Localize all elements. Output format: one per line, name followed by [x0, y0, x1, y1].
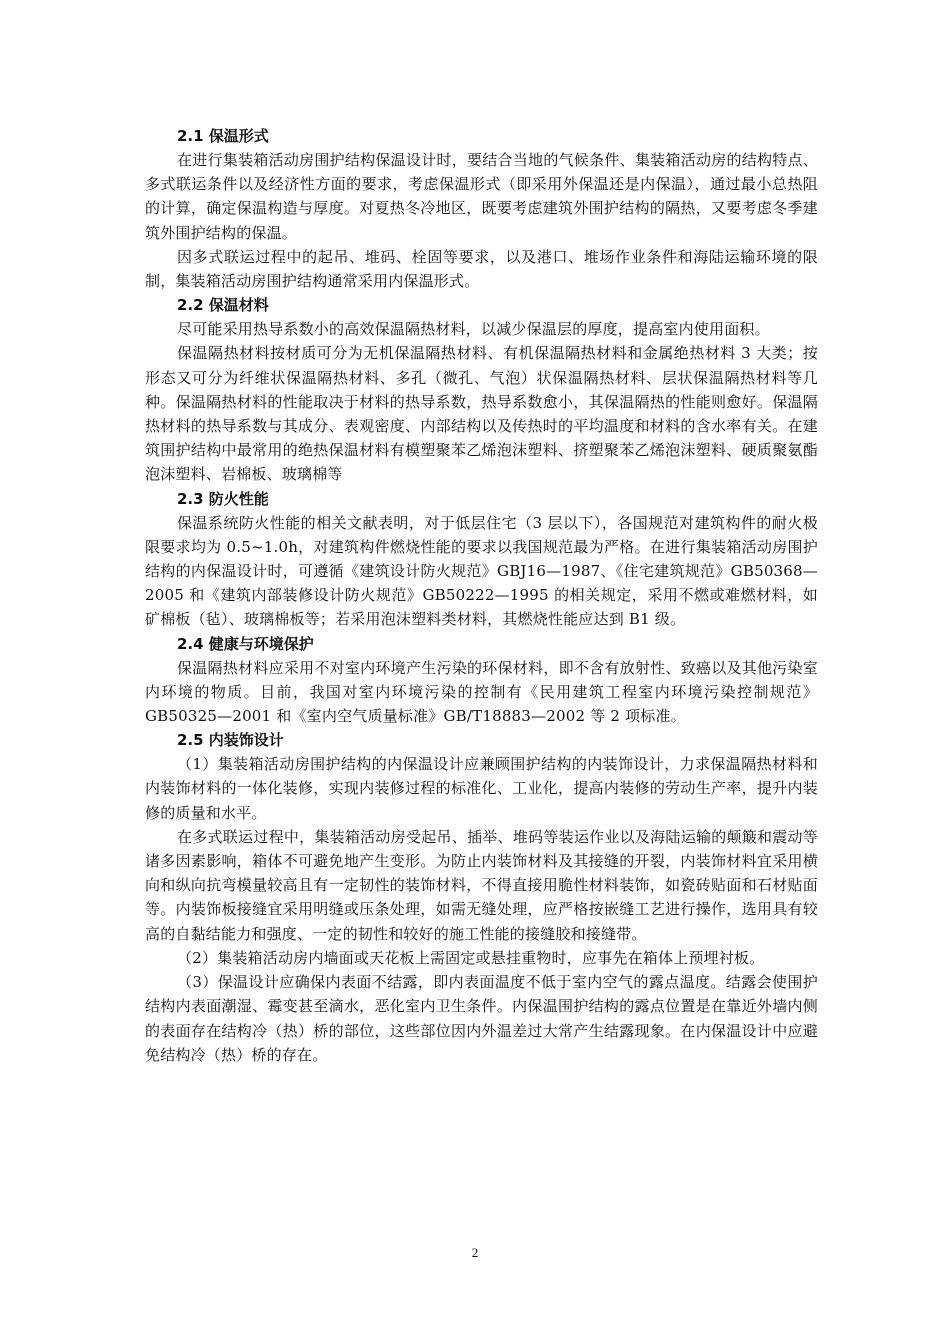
body-paragraph: 保温隔热材料应采用不对室内环境产生污染的环保材料，即不含有放射性、致癌以及其他污染室内环境的物质。目前，我国对室内环境污染的控制有《民用建筑工程室内环境污染控制规范》GB50325—2001 和《室内空气质量标准》GB/T18883—2002 等 2 项标准。 [145, 658, 818, 726]
document-body [145, 124, 818, 1067]
body-paragraph: 因多式联运过程中的起吊、堆码、栓固等要求，以及港口、堆场作业条件和海陆运输环境的限制，集装箱活动房围护结构通常采用内保温形式。 [145, 247, 818, 291]
page-number: 2 [471, 1245, 479, 1260]
body-paragraph: 保温系统防火性能的相关文献表明，对于低层住宅（3 层以下），各国规范对建筑构件的耐火极限要求均为 0.5~1.0h，对建筑构件燃烧性能的要求以我国规范最为严格。在进行集装箱活动房围护结构的内保温设计时，可遵循《建筑设计防火规范》GBJ16—1987、《住宅建筑规范》GB50368—2005 和《建筑内部装修设计防火规范》GB50222—1995 的相关规定，采用不燃或难燃材料，如矿棉板（毡）、玻璃棉板等；若采用泡沫塑料类材料，其燃烧性能应达到 B1 级。 [145, 513, 818, 629]
section-heading: 2.2 保温材料 [177, 296, 269, 315]
body-paragraph: （2）集装箱活动房内墙面或天花板上需固定或悬挂重物时，应事先在箱体上预埋衬板。 [177, 948, 765, 967]
section-heading: 2.1 保温形式 [177, 127, 269, 145]
body-paragraph: 在多式联运过程中，集装箱活动房受起吊、插举、堆码等装运作业以及海陆运输的颠簸和震动等诸多因素影响，箱体不可避免地产生变形。为防止内装饰材料及其接缝的开裂，内装饰材料宜采用横向和纵向抗弯模量较高且有一定韧性的装饰材料，不得直接用脆性材料装饰，如瓷砖贴面和石材贴面等。内装饰板接缝宜采用明缝或压条处理，如需无缝处理，应严格按嵌缝工艺进行操作，选用具有较高的自黏结能力和强度、一定的韧性和较好的施工性能的接缝胶和接缝带。 [145, 827, 818, 943]
section-heading: 2.4 健康与环境保护 [177, 634, 314, 653]
section-heading: 2.5 内装饰设计 [177, 731, 284, 750]
body-paragraph: 尽可能采用热导系数小的高效保温隔热材料，以减少保温层的厚度，提高室内使用面积。 [177, 320, 770, 339]
body-paragraph: 在进行集装箱活动房围护结构保温设计时，要结合当地的气候条件、集装箱活动房的结构特点、多式联运条件以及经济性方面的要求，考虑保温形式（即采用外保温还是内保温），通过最小总热阻的计算，确定保温构造与厚度。对夏热冬冷地区，既要考虑建筑外围护结构的隔热，又要考虑冬季建筑外围护结构的保温。 [145, 151, 818, 242]
section-heading: 2.3 防火性能 [177, 489, 269, 508]
body-paragraph: （3）保温设计应确保内表面不结露，即内表面温度不低于室内空气的露点温度。结露会使围护结构内表面潮湿、霉变甚至滴水，恶化室内卫生条件。内保温围护结构的露点位置是在靠近外墙内侧的表面存在结构冷（热）桥的部位，这些部位因内外温差过大常产生结露现象。在内保温设计中应避免结构冷（热）桥的存在。 [145, 973, 818, 1064]
body-paragraph: 保温隔热材料按材质可分为无机保温隔热材料、有机保温隔热材料和金属绝热材料 3 大类；按形态又可分为纤维状保温隔热材料、多孔（微孔、气泡）状保温隔热材料、层状保温隔热材料等几种。保温隔热材料的性能取决于材料的热导系数，热导系数愈小，其保温隔热的性能则愈好。保温隔热材料的热导系数与其成分、表观密度、内部结构以及传热时的平均温度和材料的含水率有关。在建筑围护结构中最常用的绝热保温材料有模塑聚苯乙烯泡沫塑料、挤塑聚苯乙烯泡沫塑料、硬质聚氨酯泡沫塑料、岩棉板、玻璃棉等 [145, 344, 818, 484]
body-paragraph: （1）集装箱活动房围护结构的内保温设计应兼顾围护结构的内装饰设计，力求保温隔热材料和内装饰材料的一体化装修，实现内装修过程的标准化、工业化，提高内装修的劳动生产率，提升内装修的质量和水平。 [145, 755, 818, 822]
